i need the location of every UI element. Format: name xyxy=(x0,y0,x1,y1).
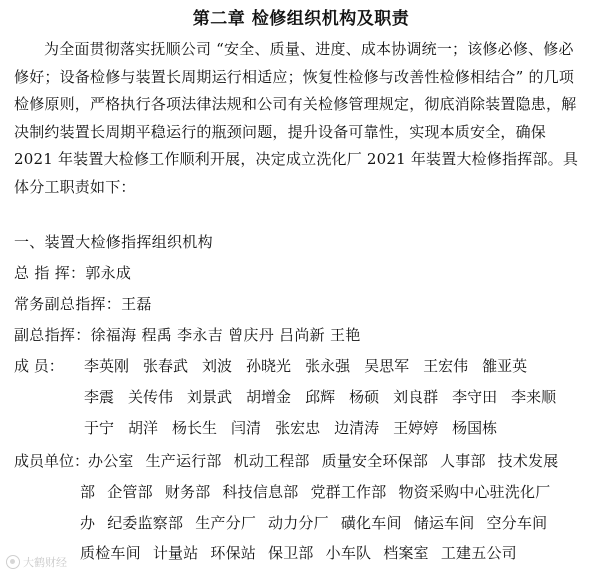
unit-name: 空分车间 xyxy=(486,514,548,532)
member-units-label: 成员单位： xyxy=(14,452,90,470)
members-label: 成 员： xyxy=(14,357,64,375)
section-heading: 一、装置大检修指挥组织机构 xyxy=(14,233,213,251)
member-name: 闫清 xyxy=(231,419,262,437)
unit-name: 财务部 xyxy=(164,483,211,501)
member-name: 刘波 xyxy=(202,357,233,375)
unit-name: 保卫部 xyxy=(268,544,314,562)
member-name: 胡洋 xyxy=(128,419,159,437)
unit-name: 生产分厂 xyxy=(195,514,257,532)
member-name: 杨硕 xyxy=(349,388,380,406)
units-row xyxy=(80,481,562,502)
watermark xyxy=(6,554,67,570)
member-name: 李守田 xyxy=(452,388,498,406)
unit-name: 企管部 xyxy=(107,483,153,501)
members-row xyxy=(84,355,541,376)
unit-name: 质量安全环保部 xyxy=(321,452,429,470)
unit-name: 储运车间 xyxy=(413,514,475,532)
unit-name: 小车队 xyxy=(325,544,372,562)
members-row xyxy=(84,386,570,407)
deputy-commanders: 副总指挥：徐福海 程禹 李永吉 曾庆丹 吕尚新 王艳 xyxy=(14,326,361,344)
units-row xyxy=(88,450,570,471)
unit-name: 生产运行部 xyxy=(145,452,222,470)
unit-name: 人事部 xyxy=(440,452,486,470)
member-name: 杨国栋 xyxy=(452,419,498,437)
unit-name: 机动工程部 xyxy=(233,452,310,470)
logo-icon xyxy=(6,555,20,569)
units-row xyxy=(80,512,559,533)
member-name: 邱辉 xyxy=(305,388,336,406)
unit-name: 纪委监察部 xyxy=(107,514,184,532)
member-name: 王宏伟 xyxy=(423,357,469,375)
member-name: 李震 xyxy=(84,388,115,406)
chief-commander: 总 指 挥：郭永成 xyxy=(14,264,132,282)
member-name: 于宁 xyxy=(84,419,115,437)
member-name: 吴思军 xyxy=(364,357,410,375)
unit-name: 动力分厂 xyxy=(268,514,329,532)
member-name: 张春武 xyxy=(143,357,189,375)
member-name: 边清涛 xyxy=(334,419,380,437)
unit-name: 科技信息部 xyxy=(222,483,299,501)
member-name: 李英刚 xyxy=(84,357,130,375)
unit-name: 办公室 xyxy=(88,452,134,470)
member-name: 孙晓光 xyxy=(246,357,292,375)
members-row xyxy=(84,417,511,438)
unit-name: 计量站 xyxy=(152,544,199,562)
member-name: 张宏忠 xyxy=(275,419,321,437)
executive-deputy-commander: 常务副总指挥：王磊 xyxy=(14,295,152,313)
member-name: 胡增金 xyxy=(246,388,292,406)
member-name: 王婷婷 xyxy=(393,419,439,437)
member-name: 关传伟 xyxy=(128,388,174,406)
watermark-text: 大鹤财经 xyxy=(23,556,67,569)
unit-name: 环保站 xyxy=(210,544,257,562)
member-name: 雒亚英 xyxy=(482,357,528,375)
unit-name: 档案室 xyxy=(383,544,429,562)
member-name: 杨长生 xyxy=(172,419,218,437)
unit-name: 质检车间 xyxy=(80,544,141,562)
unit-name: 工建五公司 xyxy=(440,544,517,562)
units-row xyxy=(80,542,529,563)
member-name: 李来顺 xyxy=(511,388,557,406)
unit-name: 技术发展 xyxy=(497,452,559,470)
member-name: 张永强 xyxy=(305,357,351,375)
member-name: 刘景武 xyxy=(187,388,233,406)
unit-name: 党群工作部 xyxy=(310,483,387,501)
member-name: 刘良群 xyxy=(393,388,439,406)
unit-name: 物资采购中心驻洗化厂 xyxy=(398,483,551,501)
intro-paragraph: 为全面贯彻落实抚顺公司 “安全、质量、进度、成本协调统一；该修必修、修必修好；设备检修与装置长周期运行相适应；恢复性检修与改善性检修相结合” 的几项检修原则，严格执行各项法律法规和公司有关检修管理规定，彻底消除装置隐患，解决制约装置长周期平稳运行的瓶颈问题，提升设备可靠性，实现本质安全，确保 2021 年装置大检修工作顺利开展，决定成立洗化厂 2021 年装置大检修指挥部。具体分工职责如下： xyxy=(14,40,579,196)
unit-name: 办 xyxy=(80,514,96,532)
page-title: 第二章 检修组织机构及职责 xyxy=(192,9,410,29)
unit-name: 部 xyxy=(80,483,96,501)
unit-name: 磺化车间 xyxy=(340,514,402,532)
